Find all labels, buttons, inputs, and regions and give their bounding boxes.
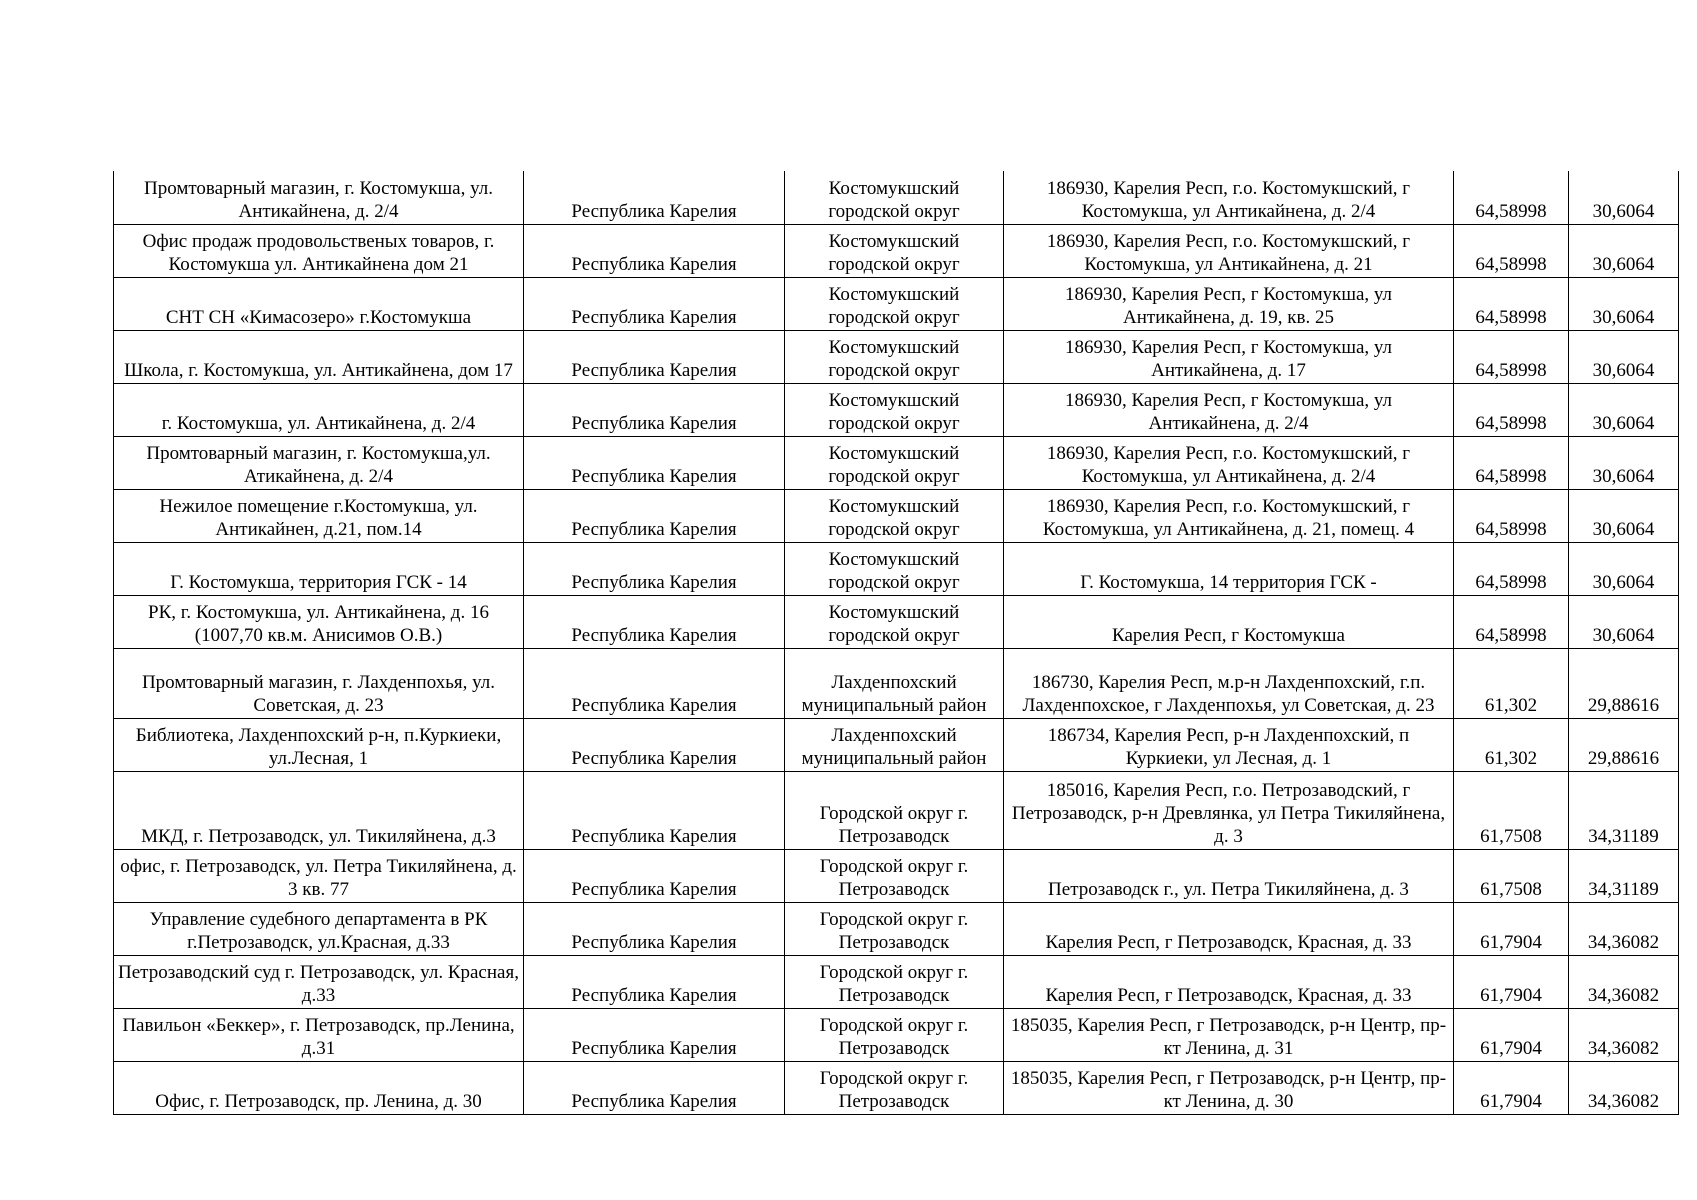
cell-name: Офис продаж продовольственых товаров, г. Костомукша ул. Антикайнена дом 21 <box>114 224 524 277</box>
cell-longitude: 30,6064 <box>1569 542 1679 595</box>
cell-district: Городской округ г. Петрозаводск <box>785 955 1004 1008</box>
cell-latitude: 64,58998 <box>1454 436 1569 489</box>
cell-longitude: 30,6064 <box>1569 330 1679 383</box>
table-row <box>114 383 1679 436</box>
cell-region: Республика Карелия <box>524 224 785 277</box>
cell-longitude: 30,6064 <box>1569 436 1679 489</box>
table-row <box>114 224 1679 277</box>
cell-longitude: 30,6064 <box>1569 383 1679 436</box>
cell-longitude: 34,36082 <box>1569 1061 1679 1114</box>
table-row <box>114 648 1679 718</box>
cell-name: Павильон «Беккер», г. Петрозаводск, пр.Ленина, д.31 <box>114 1008 524 1061</box>
table-row <box>114 542 1679 595</box>
cell-region: Республика Карелия <box>524 171 785 224</box>
cell-region: Республика Карелия <box>524 436 785 489</box>
cell-latitude: 61,7904 <box>1454 902 1569 955</box>
cell-district: Городской округ г. Петрозаводск <box>785 1061 1004 1114</box>
cell-latitude: 61,7508 <box>1454 771 1569 849</box>
cell-address: Петрозаводск г., ул. Петра Тикиляйнена, д. 3 <box>1004 849 1454 902</box>
cell-longitude: 34,36082 <box>1569 902 1679 955</box>
cell-district: Костомукшский городской округ <box>785 595 1004 648</box>
table-row <box>114 330 1679 383</box>
cell-region: Республика Карелия <box>524 902 785 955</box>
cell-name: Промтоварный магазин, г. Лахденпохья, ул. Советская, д. 23 <box>114 648 524 718</box>
cell-latitude: 64,58998 <box>1454 277 1569 330</box>
cell-region: Республика Карелия <box>524 648 785 718</box>
cell-latitude: 64,58998 <box>1454 383 1569 436</box>
cell-latitude: 64,58998 <box>1454 224 1569 277</box>
table-row <box>114 849 1679 902</box>
cell-longitude: 30,6064 <box>1569 171 1679 224</box>
cell-region: Республика Карелия <box>524 1061 785 1114</box>
cell-region: Республика Карелия <box>524 383 785 436</box>
cell-district: Костомукшский городской округ <box>785 436 1004 489</box>
cell-district: Костомукшский городской округ <box>785 542 1004 595</box>
cell-region: Республика Карелия <box>524 595 785 648</box>
cell-name: Библиотека, Лахденпохский р-н, п.Куркиеки, ул.Лесная, 1 <box>114 718 524 771</box>
table-row <box>114 171 1679 224</box>
cell-region: Республика Карелия <box>524 718 785 771</box>
cell-longitude: 29,88616 <box>1569 718 1679 771</box>
cell-district: Лахденпохский муниципальный район <box>785 718 1004 771</box>
cell-region: Республика Карелия <box>524 849 785 902</box>
cell-name: СНТ СН «Кимасозеро» г.Костомукша <box>114 277 524 330</box>
cell-address: 186930, Карелия Респ, г Костомукша, ул Антикайнена, д. 2/4 <box>1004 383 1454 436</box>
cell-district: Костомукшский городской округ <box>785 489 1004 542</box>
locations-table <box>113 171 1679 1115</box>
cell-longitude: 30,6064 <box>1569 277 1679 330</box>
cell-name: Петрозаводский суд г. Петрозаводск, ул. Красная, д.33 <box>114 955 524 1008</box>
table-row <box>114 771 1679 849</box>
cell-address: 186734, Карелия Респ, р-н Лахденпохский, п Куркиеки, ул Лесная, д. 1 <box>1004 718 1454 771</box>
cell-district: Костомукшский городской округ <box>785 383 1004 436</box>
table-row <box>114 1008 1679 1061</box>
cell-region: Республика Карелия <box>524 330 785 383</box>
cell-latitude: 61,7904 <box>1454 1061 1569 1114</box>
cell-latitude: 61,302 <box>1454 718 1569 771</box>
cell-name: Управление судебного департамента в РК г.Петрозаводск, ул.Красная, д.33 <box>114 902 524 955</box>
cell-district: Городской округ г. Петрозаводск <box>785 849 1004 902</box>
cell-region: Республика Карелия <box>524 1008 785 1061</box>
cell-name: Офис, г. Петрозаводск, пр. Ленина, д. 30 <box>114 1061 524 1114</box>
cell-district: Костомукшский городской округ <box>785 330 1004 383</box>
cell-district: Костомукшский городской округ <box>785 171 1004 224</box>
table-row <box>114 1061 1679 1114</box>
cell-latitude: 64,58998 <box>1454 330 1569 383</box>
cell-longitude: 34,36082 <box>1569 955 1679 1008</box>
table-row <box>114 955 1679 1008</box>
cell-region: Республика Карелия <box>524 542 785 595</box>
cell-address: 185016, Карелия Респ, г.о. Петрозаводский, г Петрозаводск, р-н Древлянка, ул Петра Тикиляйнена, д. 3 <box>1004 771 1454 849</box>
cell-longitude: 34,31189 <box>1569 849 1679 902</box>
table-row <box>114 277 1679 330</box>
cell-latitude: 64,58998 <box>1454 542 1569 595</box>
cell-region: Республика Карелия <box>524 771 785 849</box>
cell-name: офис, г. Петрозаводск, ул. Петра Тикиляйнена, д. 3 кв. 77 <box>114 849 524 902</box>
cell-latitude: 61,7508 <box>1454 849 1569 902</box>
cell-address: 186930, Карелия Респ, г.о. Костомукшский, г Костомукша, ул Антикайнена, д. 2/4 <box>1004 171 1454 224</box>
cell-latitude: 61,7904 <box>1454 955 1569 1008</box>
cell-address: 186930, Карелия Респ, г Костомукша, ул Антикайнена, д. 17 <box>1004 330 1454 383</box>
cell-address: 186730, Карелия Респ, м.р-н Лахденпохский, г.п. Лахденпохское, г Лахденпохья, ул Советская, д. 23 <box>1004 648 1454 718</box>
cell-region: Республика Карелия <box>524 277 785 330</box>
cell-name: Промтоварный магазин, г. Костомукша, ул. Антикайнена, д. 2/4 <box>114 171 524 224</box>
cell-region: Республика Карелия <box>524 955 785 1008</box>
cell-address: 186930, Карелия Респ, г.о. Костомукшский, г Костомукша, ул Антикайнена, д. 21, помещ. 4 <box>1004 489 1454 542</box>
cell-address: 186930, Карелия Респ, г.о. Костомукшский, г Костомукша, ул Антикайнена, д. 2/4 <box>1004 436 1454 489</box>
cell-address: Г. Костомукша, 14 территория ГСК - <box>1004 542 1454 595</box>
cell-longitude: 30,6064 <box>1569 489 1679 542</box>
cell-region: Республика Карелия <box>524 489 785 542</box>
cell-district: Городской округ г. Петрозаводск <box>785 1008 1004 1061</box>
cell-address: 185035, Карелия Респ, г Петрозаводск, р-н Центр, пр-кт Ленина, д. 30 <box>1004 1061 1454 1114</box>
table-row <box>114 902 1679 955</box>
cell-latitude: 64,58998 <box>1454 489 1569 542</box>
cell-name: Школа, г. Костомукша, ул. Антикайнена, дом 17 <box>114 330 524 383</box>
table-row <box>114 436 1679 489</box>
cell-district: Городской округ г. Петрозаводск <box>785 902 1004 955</box>
cell-latitude: 64,58998 <box>1454 595 1569 648</box>
table-row <box>114 718 1679 771</box>
cell-latitude: 61,302 <box>1454 648 1569 718</box>
cell-address: Карелия Респ, г Петрозаводск, Красная, д. 33 <box>1004 902 1454 955</box>
cell-longitude: 30,6064 <box>1569 595 1679 648</box>
cell-address: Карелия Респ, г Костомукша <box>1004 595 1454 648</box>
cell-district: Лахденпохский муниципальный район <box>785 648 1004 718</box>
cell-district: Костомукшский городской округ <box>785 277 1004 330</box>
cell-name: РК, г. Костомукша, ул. Антикайнена, д. 16 (1007,70 кв.м. Анисимов О.В.) <box>114 595 524 648</box>
cell-district: Городской округ г. Петрозаводск <box>785 771 1004 849</box>
cell-name: Нежилое помещение г.Костомукша, ул. Антикайнен, д.21, пом.14 <box>114 489 524 542</box>
cell-latitude: 64,58998 <box>1454 171 1569 224</box>
cell-name: Промтоварный магазин, г. Костомукша,ул. Атикайнена, д. 2/4 <box>114 436 524 489</box>
cell-district: Костомукшский городской округ <box>785 224 1004 277</box>
cell-name: г. Костомукша, ул. Антикайнена, д. 2/4 <box>114 383 524 436</box>
cell-longitude: 34,36082 <box>1569 1008 1679 1061</box>
cell-name: МКД, г. Петрозаводск, ул. Тикиляйнена, д.3 <box>114 771 524 849</box>
cell-name: Г. Костомукша, территория ГСК - 14 <box>114 542 524 595</box>
cell-address: 186930, Карелия Респ, г.о. Костомукшский, г Костомукша, ул Антикайнена, д. 21 <box>1004 224 1454 277</box>
cell-address: 186930, Карелия Респ, г Костомукша, ул Антикайнена, д. 19, кв. 25 <box>1004 277 1454 330</box>
cell-longitude: 29,88616 <box>1569 648 1679 718</box>
cell-latitude: 61,7904 <box>1454 1008 1569 1061</box>
cell-longitude: 30,6064 <box>1569 224 1679 277</box>
cell-longitude: 34,31189 <box>1569 771 1679 849</box>
cell-address: Карелия Респ, г Петрозаводск, Красная, д. 33 <box>1004 955 1454 1008</box>
table-row <box>114 489 1679 542</box>
cell-address: 185035, Карелия Респ, г Петрозаводск, р-н Центр, пр-кт Ленина, д. 31 <box>1004 1008 1454 1061</box>
table-row <box>114 595 1679 648</box>
